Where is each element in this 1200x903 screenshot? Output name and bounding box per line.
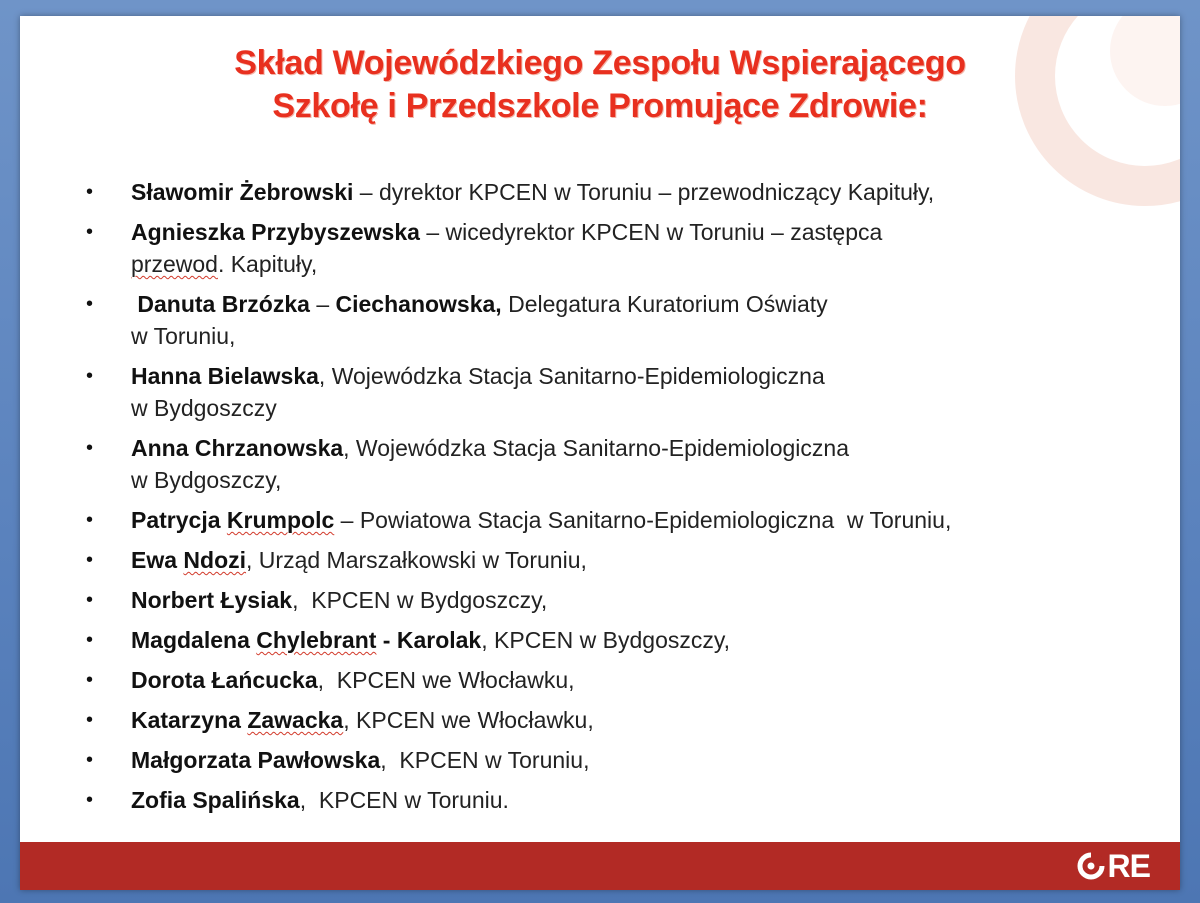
list-item bbox=[20, 624, 1140, 656]
member-name: Anna Chrzanowska bbox=[131, 435, 344, 461]
member-name: Hanna Bielawska bbox=[131, 363, 319, 389]
member-desc-line2: w Bydgoszczy bbox=[131, 395, 277, 421]
member-desc: , KPCEN w Toruniu, bbox=[380, 747, 590, 773]
member-first-name: Ewa bbox=[131, 547, 184, 573]
member-desc: , KPCEN w Bydgoszczy, bbox=[481, 627, 731, 653]
bullet-icon: • bbox=[86, 669, 94, 691]
member-desc: , KPCEN we Włocławku, bbox=[343, 707, 594, 733]
member-name: Dorota Łańcucka bbox=[131, 667, 318, 693]
bullet-icon: • bbox=[86, 221, 94, 243]
member-desc: , Wojewódzka Stacja Sanitarno-Epidemiologiczna bbox=[343, 435, 849, 461]
member-desc: – wicedyrektor KPCEN w Toruniu – zastępca bbox=[419, 219, 883, 245]
ore-logo-text: RE bbox=[1107, 847, 1150, 884]
member-last-name: Ndozi bbox=[183, 547, 247, 573]
member-desc: , Wojewódzka Stacja Sanitarno-Epidemiologiczna bbox=[318, 363, 825, 389]
member-desc: – Powiatowa Stacja Sanitarno-Epidemiologiczna w Toruniu, bbox=[334, 507, 952, 533]
ore-logo bbox=[1076, 848, 1150, 884]
member-last-name: Zawacka bbox=[247, 707, 344, 733]
list-item bbox=[20, 744, 1140, 776]
member-last-name-rest: - Karolak bbox=[376, 627, 482, 653]
list-item bbox=[20, 544, 1140, 576]
member-first-name: Magdalena bbox=[131, 627, 257, 653]
footer-bar bbox=[20, 842, 1180, 890]
member-desc: Delegatura Kuratorium Oświaty bbox=[501, 291, 828, 317]
bullet-icon: • bbox=[86, 789, 94, 811]
member-desc: , KPCEN w Toruniu. bbox=[299, 787, 509, 813]
member-desc: – dyrektor KPCEN w Toruniu – przewodniczący Kapituły, bbox=[353, 179, 935, 205]
list-item bbox=[20, 432, 1140, 496]
bullet-icon: • bbox=[86, 549, 94, 571]
member-desc: , KPCEN w Bydgoszczy, bbox=[292, 587, 548, 613]
bullet-icon: • bbox=[86, 181, 94, 203]
member-desc-line2: w Bydgoszczy, bbox=[131, 467, 282, 493]
slide-title bbox=[20, 42, 1180, 128]
list-item bbox=[20, 664, 1140, 696]
bullet-icon: • bbox=[86, 293, 94, 315]
member-desc-end: . Kapituły, bbox=[217, 251, 318, 277]
bullet-icon: • bbox=[86, 749, 94, 771]
list-item bbox=[20, 216, 1140, 280]
bullet-icon: • bbox=[86, 509, 94, 531]
member-name: Agnieszka Przybyszewska bbox=[131, 219, 420, 245]
list-item bbox=[20, 288, 1140, 352]
member-desc: , KPCEN we Włocławku, bbox=[317, 667, 575, 693]
member-name: Sławomir Żebrowski bbox=[131, 179, 354, 205]
list-item bbox=[20, 504, 1140, 536]
member-name: Zofia Spalińska bbox=[131, 787, 300, 813]
slide bbox=[20, 16, 1180, 890]
member-name-second: Ciechanowska, bbox=[335, 291, 502, 317]
list-item bbox=[20, 584, 1140, 616]
member-desc-underlined: przewod bbox=[131, 251, 218, 277]
member-first-name: Katarzyna bbox=[131, 707, 248, 733]
bullet-icon: • bbox=[86, 589, 94, 611]
title-line-2: Szkołę i Przedszkole Promujące Zdrowie: bbox=[272, 87, 928, 125]
list-item bbox=[20, 704, 1140, 736]
members-list bbox=[20, 176, 1140, 824]
ore-logo-icon bbox=[1076, 851, 1106, 881]
name-separator: – bbox=[309, 291, 336, 317]
title-line-1: Skład Wojewódzkiego Zespołu Wspierającego bbox=[234, 44, 966, 82]
member-name: Danuta Brzózka bbox=[131, 291, 310, 317]
bullet-icon: • bbox=[86, 365, 94, 387]
bullet-icon: • bbox=[86, 709, 94, 731]
member-name: Małgorzata Pawłowska bbox=[131, 747, 381, 773]
member-desc: , Urząd Marszałkowski w Toruniu, bbox=[246, 547, 587, 573]
list-item bbox=[20, 784, 1140, 816]
bullet-icon: • bbox=[86, 437, 94, 459]
member-name: Norbert Łysiak bbox=[131, 587, 293, 613]
bullet-icon: • bbox=[86, 629, 94, 651]
member-last-name: Chylebrant bbox=[256, 627, 377, 653]
member-desc-line2: w Toruniu, bbox=[131, 323, 236, 349]
member-first-name: Patrycja bbox=[131, 507, 227, 533]
list-item bbox=[20, 360, 1140, 424]
member-last-name: Krumpolc bbox=[226, 507, 335, 533]
list-item bbox=[20, 176, 1140, 208]
